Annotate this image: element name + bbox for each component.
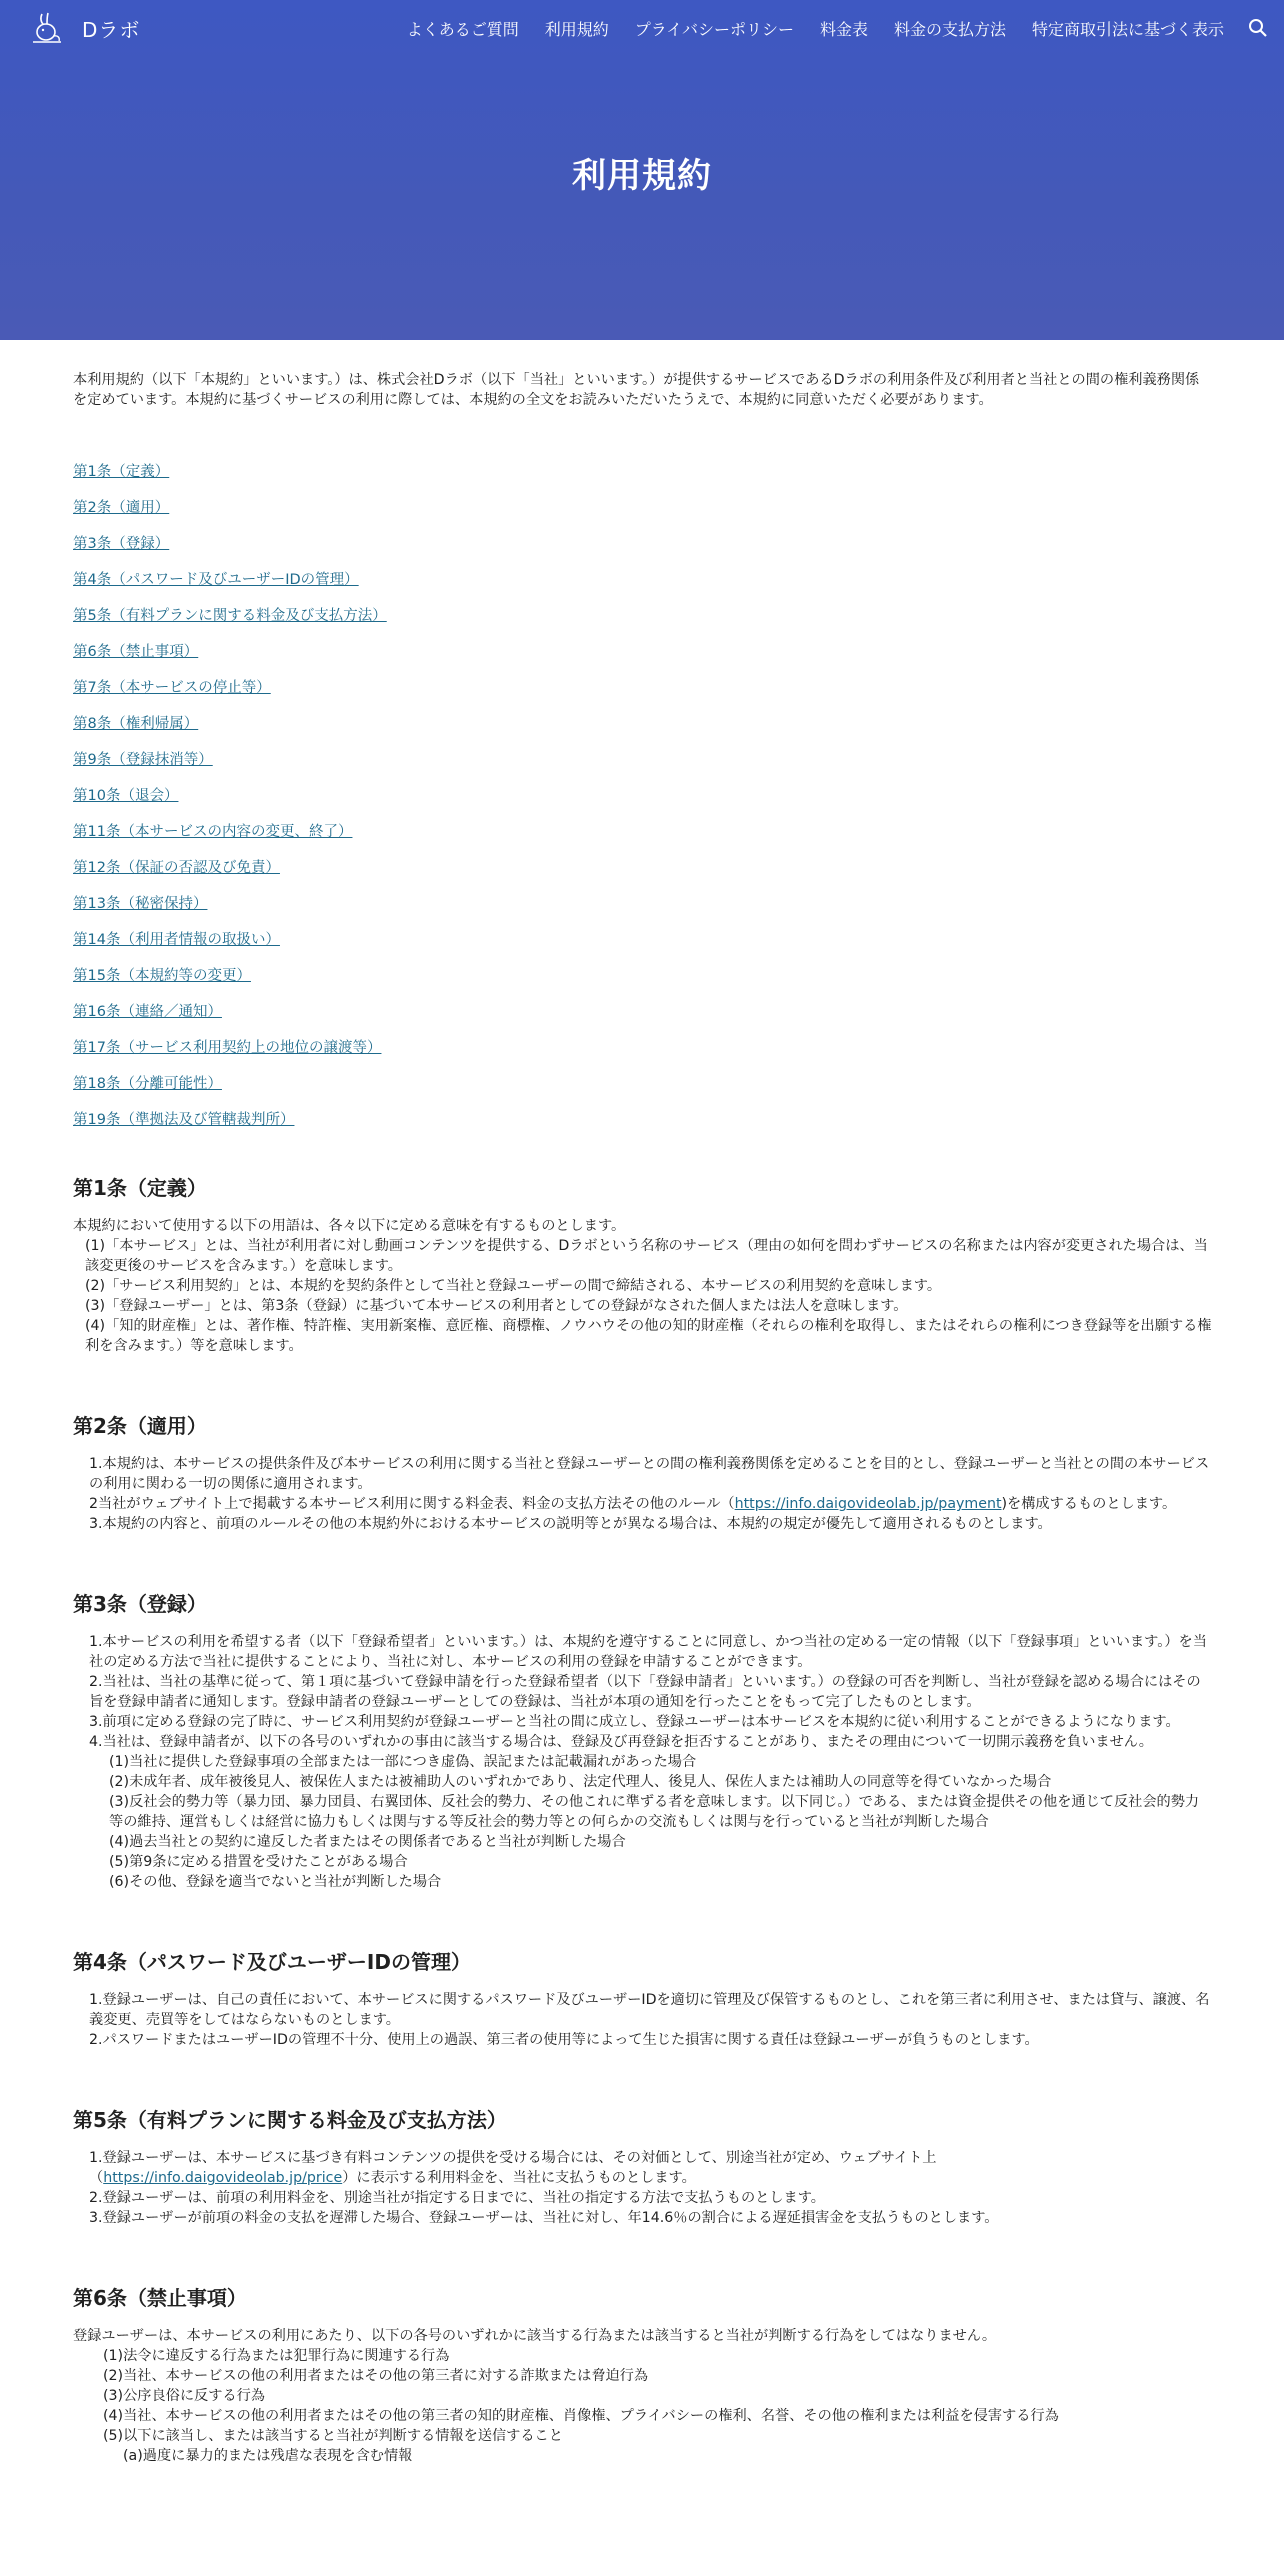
section-4-item: 2.パスワードまたはユーザーIDの管理不十分、使用上の過誤、第三者の使用等によって生じた損害に関する責任は登録ユーザーが負うものとします。 bbox=[89, 2032, 1039, 2048]
section-1-item: (2)「サービス利用契約」とは、本規約を契約条件として当社と登録ユーザーの間で締結される、本サービスの利用契約を意味します。 bbox=[85, 1278, 942, 1294]
section-3-subitem: (4)過去当社との契約に違反した者またはその関係者であると当社が判断した場合 bbox=[109, 1834, 626, 1850]
toc-link-1[interactable]: 第1条（定義） bbox=[73, 464, 170, 480]
section-1-lead: 本規約において使用する以下の用語は、各々以下に定める意味を有するものとします。 bbox=[73, 1218, 626, 1234]
hero-banner bbox=[0, 0, 1284, 340]
page-title: 利用規約 bbox=[572, 156, 712, 196]
main-content bbox=[73, 370, 1213, 2522]
section-1-title: 第1条（定義） bbox=[73, 1176, 207, 1200]
section-3-item: 3.前項に定める登録の完了時に、サービス利用契約が登録ユーザーと当社の間に成立し、登録ユーザーは本サービスを本規約に従い利用することができるようになります。 bbox=[89, 1714, 1180, 1730]
section-6 bbox=[73, 2284, 1213, 2466]
bunny-logo-icon[interactable] bbox=[30, 12, 64, 44]
toc-link-15[interactable]: 第15条（本規約等の変更） bbox=[73, 968, 251, 984]
section-1-item: (3)「登録ユーザー」とは、第3条（登録）に基づいて本サービスの利用者としての登録がなされた個人または法人を意味します。 bbox=[85, 1298, 908, 1314]
section-1-item: (1)「本サービス」とは、当社が利用者に対し動画コンテンツを提供する、Dラボという名称のサービス（理由の如何を問わずサービスの名称または内容が変更された場合は、当該変更後のサービスを含みます。）を意味します。 bbox=[85, 1238, 1208, 1274]
section-4 bbox=[73, 1948, 1213, 2050]
section-5-item-text: ）に表示する利用料金を、当社に支払うものとします。 bbox=[342, 2170, 696, 2186]
brand-name[interactable]: Dラボ bbox=[82, 18, 141, 42]
section-6-item: (2)当社、本サービスの他の利用者またはその他の第三者に対する詐欺または脅迫行為 bbox=[103, 2368, 649, 2384]
toc-link-3[interactable]: 第3条（登録） bbox=[73, 536, 170, 552]
toc-link-10[interactable]: 第10条（退会） bbox=[73, 788, 179, 804]
section-1-item: (4)「知的財産権」とは、著作権、特許権、実用新案権、意匠権、商標権、ノウハウその他の知的財産権（それらの権利を取得し、またはそれらの権利につき登録等を出願する権利を含みます。）等を意味します。 bbox=[85, 1318, 1212, 1354]
toc-link-13[interactable]: 第13条（秘密保持） bbox=[73, 896, 208, 912]
section-5-item-text: 1.登録ユーザーは、本サービスに基づき有料コンテンツの提供を受ける場合には、その対価として、別途当社が定め、ウェブサイト上 bbox=[89, 2150, 937, 2166]
toc-link-14[interactable]: 第14条（利用者情報の取扱い） bbox=[73, 932, 280, 948]
section-3-subitem: (5)第9条に定める措置を受けたことがある場合 bbox=[109, 1854, 408, 1870]
toc-link-12[interactable]: 第12条（保証の否認及び免責） bbox=[73, 860, 280, 876]
section-6-item: (1)法令に違反する行為または犯罪行為に関連する行為 bbox=[103, 2348, 450, 2364]
section-2-item: 3.本規約の内容と、前項のルールその他の本規約外における本サービスの説明等とが異なる場合は、本規約の規定が優先して適用されるものとします。 bbox=[89, 1516, 1052, 1532]
price-link[interactable]: https://info.daigovideolab.jp/price bbox=[103, 2170, 343, 2186]
nav-item-payment[interactable]: 料金の支払方法 bbox=[893, 20, 1006, 39]
section-3-subitem: (2)未成年者、成年被後見人、被保佐人または被補助人のいずれかであり、法定代理人、後見人、保佐人または補助人の同意等を得ていなかった場合 bbox=[109, 1774, 1052, 1790]
toc-link-11[interactable]: 第11条（本サービスの内容の変更、終了） bbox=[73, 824, 353, 840]
toc-link-19[interactable]: 第19条（準拠法及び管轄裁判所） bbox=[73, 1112, 295, 1128]
toc-link-16[interactable]: 第16条（連絡／通知） bbox=[73, 1004, 222, 1020]
nav-item-privacy[interactable]: プライバシーポリシー bbox=[634, 20, 794, 39]
nav-item-pricing[interactable]: 料金表 bbox=[819, 20, 868, 39]
search-icon[interactable] bbox=[1246, 16, 1270, 40]
section-5-title: 第5条（有料プランに関する料金及び支払方法） bbox=[73, 2108, 507, 2132]
nav-item-terms[interactable]: 利用規約 bbox=[544, 20, 609, 39]
nav-item-faq[interactable]: よくあるご質問 bbox=[406, 20, 519, 39]
section-3-subitem: (3)反社会的勢力等（暴力団、暴力団員、右翼団体、反社会的勢力、その他これに準ずる者を意味します。以下同じ。）である、または資金提供その他を通じて反社会的勢力等の維持、運営もしくは経営に協力もしくは関与する等反社会的勢力等との何らかの交流もしくは関与を行っていると当社が判断した場合 bbox=[109, 1794, 1200, 1830]
section-5-item-text: （ bbox=[89, 2170, 104, 2186]
nav-item-tokusho[interactable]: 特定商取引法に基づく表示 bbox=[1031, 20, 1224, 39]
toc-link-5[interactable]: 第5条（有料プランに関する料金及び支払方法） bbox=[73, 608, 387, 624]
toc-link-2[interactable]: 第2条（適用） bbox=[73, 500, 170, 516]
section-5-item: 2.登録ユーザーは、前項の利用料金を、別途当社が指定する日までに、当社の指定する方法で支払うものとします。 bbox=[89, 2190, 825, 2206]
section-3-item: 1.本サービスの利用を希望する者（以下「登録希望者」といいます。）は、本規約を遵守することに同意し、かつ当社の定める一定の情報（以下「登録事項」といいます。）を当社の定める方法で当社に提供することにより、当社に対し、本サービスの利用の登録を申請することができます。 bbox=[89, 1634, 1207, 1670]
toc-link-7[interactable]: 第7条（本サービスの停止等） bbox=[73, 680, 271, 696]
toc-link-17[interactable]: 第17条（サービス利用契約上の地位の譲渡等） bbox=[73, 1040, 382, 1056]
intro-paragraph: 本利用規約（以下「本規約」といいます。）は、株式会社Dラボ（以下「当社」といいます。）が提供するサービスであるDラボの利用条件及び利用者と当社との間の権利義務関係を定めています。本規約に基づくサービスの利用に際しては、本規約の全文をお読みいただいたうえで、本規約に同意いただく必要があります。 bbox=[73, 372, 1200, 408]
section-5-item: 3.登録ユーザーが前項の料金の支払を遅滞した場合、登録ユーザーは、当社に対し、年14.6％の割合による遅延損害金を支払うものとします。 bbox=[89, 2210, 999, 2226]
section-6-lead: 登録ユーザーは、本サービスの利用にあたり、以下の各号のいずれかに該当する行為または該当すると当社が判断する行為をしてはなりません。 bbox=[73, 2328, 997, 2344]
section-3-subitem: (1)当社に提供した登録事項の全部または一部につき虚偽、誤記または記載漏れがあった場合 bbox=[109, 1754, 697, 1770]
section-2 bbox=[73, 1412, 1213, 1534]
toc-link-6[interactable]: 第6条（禁止事項） bbox=[73, 644, 199, 660]
section-4-title: 第4条（パスワード及びユーザーIDの管理） bbox=[73, 1950, 471, 1974]
section-3-title: 第3条（登録） bbox=[73, 1592, 207, 1616]
table-of-contents bbox=[73, 462, 1213, 1130]
section-6-item: (4)当社、本サービスの他の利用者またはその他の第三者の知的財産権、肖像権、プライバシーの権利、名誉、その他の権利または利益を侵害する行為 bbox=[103, 2408, 1059, 2424]
section-4-item: 1.登録ユーザーは、自己の責任において、本サービスに関するパスワード及びユーザーIDを適切に管理及び保管するものとし、これを第三者に利用させ、または貸与、譲渡、名義変更、売買等をしてはならないものとします。 bbox=[89, 1992, 1210, 2028]
section-1 bbox=[73, 1174, 1213, 1356]
section-5 bbox=[73, 2106, 1213, 2228]
payment-link[interactable]: https://info.daigovideolab.jp/payment bbox=[734, 1496, 1002, 1512]
section-3-item: 2.当社は、当社の基準に従って、第１項に基づいて登録申請を行った登録希望者（以下「登録申請者」といいます。）の登録の可否を判断し、当社が登録を認める場合にはその旨を登録申請者に通知します。登録申請者の登録ユーザーとしての登録は、当社が本項の通知を行ったことをもって完了したものとします。 bbox=[89, 1674, 1201, 1710]
section-6-item: (5)以下に該当し、または該当すると当社が判断する情報を送信すること bbox=[103, 2428, 563, 2444]
toc-link-8[interactable]: 第8条（権利帰属） bbox=[73, 716, 199, 732]
top-navigation bbox=[0, 0, 1284, 56]
section-5-item bbox=[73, 2148, 1213, 2188]
toc-link-18[interactable]: 第18条（分離可能性） bbox=[73, 1076, 222, 1092]
section-6-item: (3)公序良俗に反する行為 bbox=[103, 2388, 265, 2404]
toc-link-4[interactable]: 第4条（パスワード及びユーザーIDの管理） bbox=[73, 572, 359, 588]
section-6-item: (a)過度に暴力的または残虐な表現を含む情報 bbox=[123, 2448, 413, 2464]
section-2-item-text: )を構成するものとします。 bbox=[1001, 1496, 1177, 1512]
section-2-item: 1.本規約は、本サービスの提供条件及び本サービスの利用に関する当社と登録ユーザーとの間の権利義務関係を定めることを目的とし、登録ユーザーと当社との間の本サービスの利用に関わる一切の関係に適用されます。 bbox=[89, 1456, 1210, 1492]
section-2-title: 第2条（適用） bbox=[73, 1414, 207, 1438]
section-2-item-text: 2当社がウェブサイト上で掲載する本サービス利用に関する料金表、料金の支払方法その他のルール（ bbox=[89, 1496, 735, 1512]
section-2-item bbox=[73, 1494, 1213, 1514]
section-3-subitem: (6)その他、登録を適当でないと当社が判断した場合 bbox=[109, 1874, 442, 1890]
section-3-item: 4.当社は、登録申請者が、以下の各号のいずれかの事由に該当する場合は、登録及び再登録を拒否することがあり、またその理由について一切開示義務を負いません。 bbox=[89, 1734, 1153, 1750]
toc-link-9[interactable]: 第9条（登録抹消等） bbox=[73, 752, 213, 768]
section-6-title: 第6条（禁止事項） bbox=[73, 2286, 247, 2310]
section-3 bbox=[73, 1590, 1213, 1892]
nav-links bbox=[381, 17, 1224, 40]
